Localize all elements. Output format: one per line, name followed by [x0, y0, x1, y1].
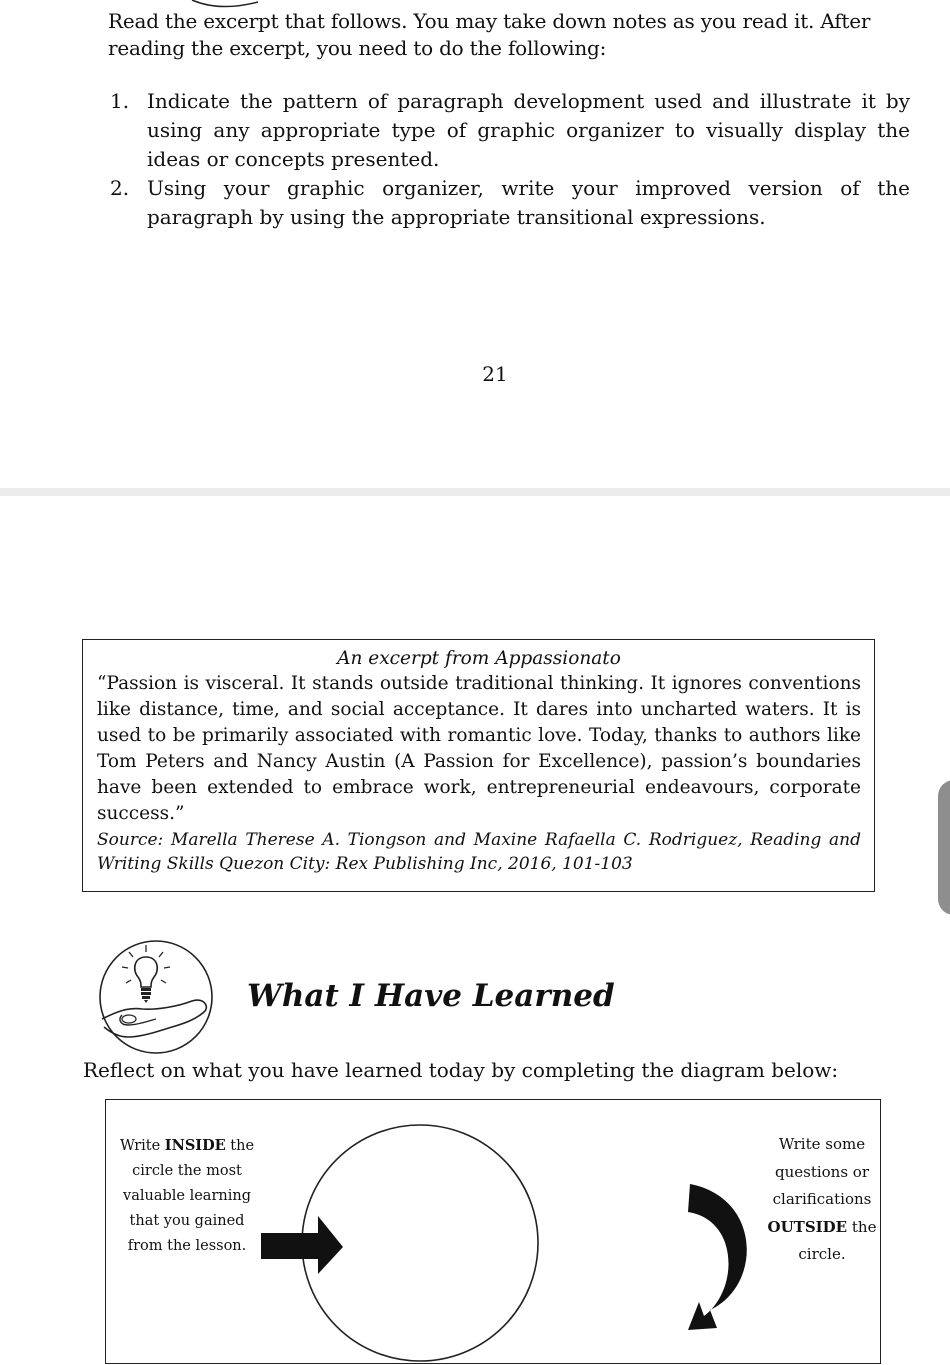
curved-arrow-icon [688, 1184, 747, 1330]
list-text: Using your graphic organizer, write your improved version of the paragraph by using the appropriate transitional expressions. [147, 176, 910, 229]
outside-instruction-post: the circle. [798, 1217, 877, 1263]
page-separator [0, 488, 950, 496]
list-number: 1. [110, 89, 130, 113]
outside-instruction [752, 1131, 892, 1269]
scroll-side-tab[interactable] [938, 780, 950, 915]
outside-keyword: OUTSIDE [767, 1217, 848, 1236]
instructions-intro: Read the excerpt that follows. You may take down notes as you read it. After reading the excerpt, you need to do the following: [108, 9, 871, 60]
excerpt-box [82, 639, 875, 892]
outside-instruction-pre: Write some questions or clarifications [772, 1135, 872, 1208]
lightbulb-hand-icon [96, 937, 218, 1055]
list-item [110, 174, 910, 232]
inside-instruction-post: the circle the most valuable learning that you gained from the lesson. [123, 1138, 255, 1254]
excerpt-body: “Passion is visceral. It stands outside traditional thinking. It ignores conventions like distance, time, and social acceptance. It dares into uncharted waters. It is used to be primarily associated with romantic love. Today, thanks to authors like Tom Peters and Nancy Austin (A Passion for Excellence), passion’s boundaries have been extended to embrace work, entrepreneurial endeavours, corporate success.” [97, 673, 861, 824]
section-heading: What I Have Learned [247, 978, 615, 1014]
excerpt-source: Source: Marella Therese A. Tiongson and Maxine Rafaella C. Rodriguez, Reading and Writing Skills Quezon City: Rex Publishing Inc, 2016, 101-103 [97, 830, 861, 874]
diagram-drawing [250, 1120, 770, 1364]
excerpt-title: An excerpt from Appassionato [337, 648, 621, 669]
list-item [110, 87, 910, 174]
right-arrow-icon [261, 1216, 343, 1274]
inside-instruction-pre: Write [119, 1138, 165, 1154]
instructions-list [110, 87, 910, 232]
list-text: Indicate the pattern of paragraph development used and illustrate it by using any appropriate type of graphic organizer to visually display the ideas or concepts presented. [147, 89, 910, 171]
reflect-prompt: Reflect on what you have learned today by completing the diagram below: [83, 1058, 839, 1082]
inside-instruction [118, 1133, 256, 1259]
inside-keyword: INSIDE [164, 1137, 226, 1154]
page-number: 21 [482, 362, 508, 386]
list-number: 2. [110, 176, 130, 200]
